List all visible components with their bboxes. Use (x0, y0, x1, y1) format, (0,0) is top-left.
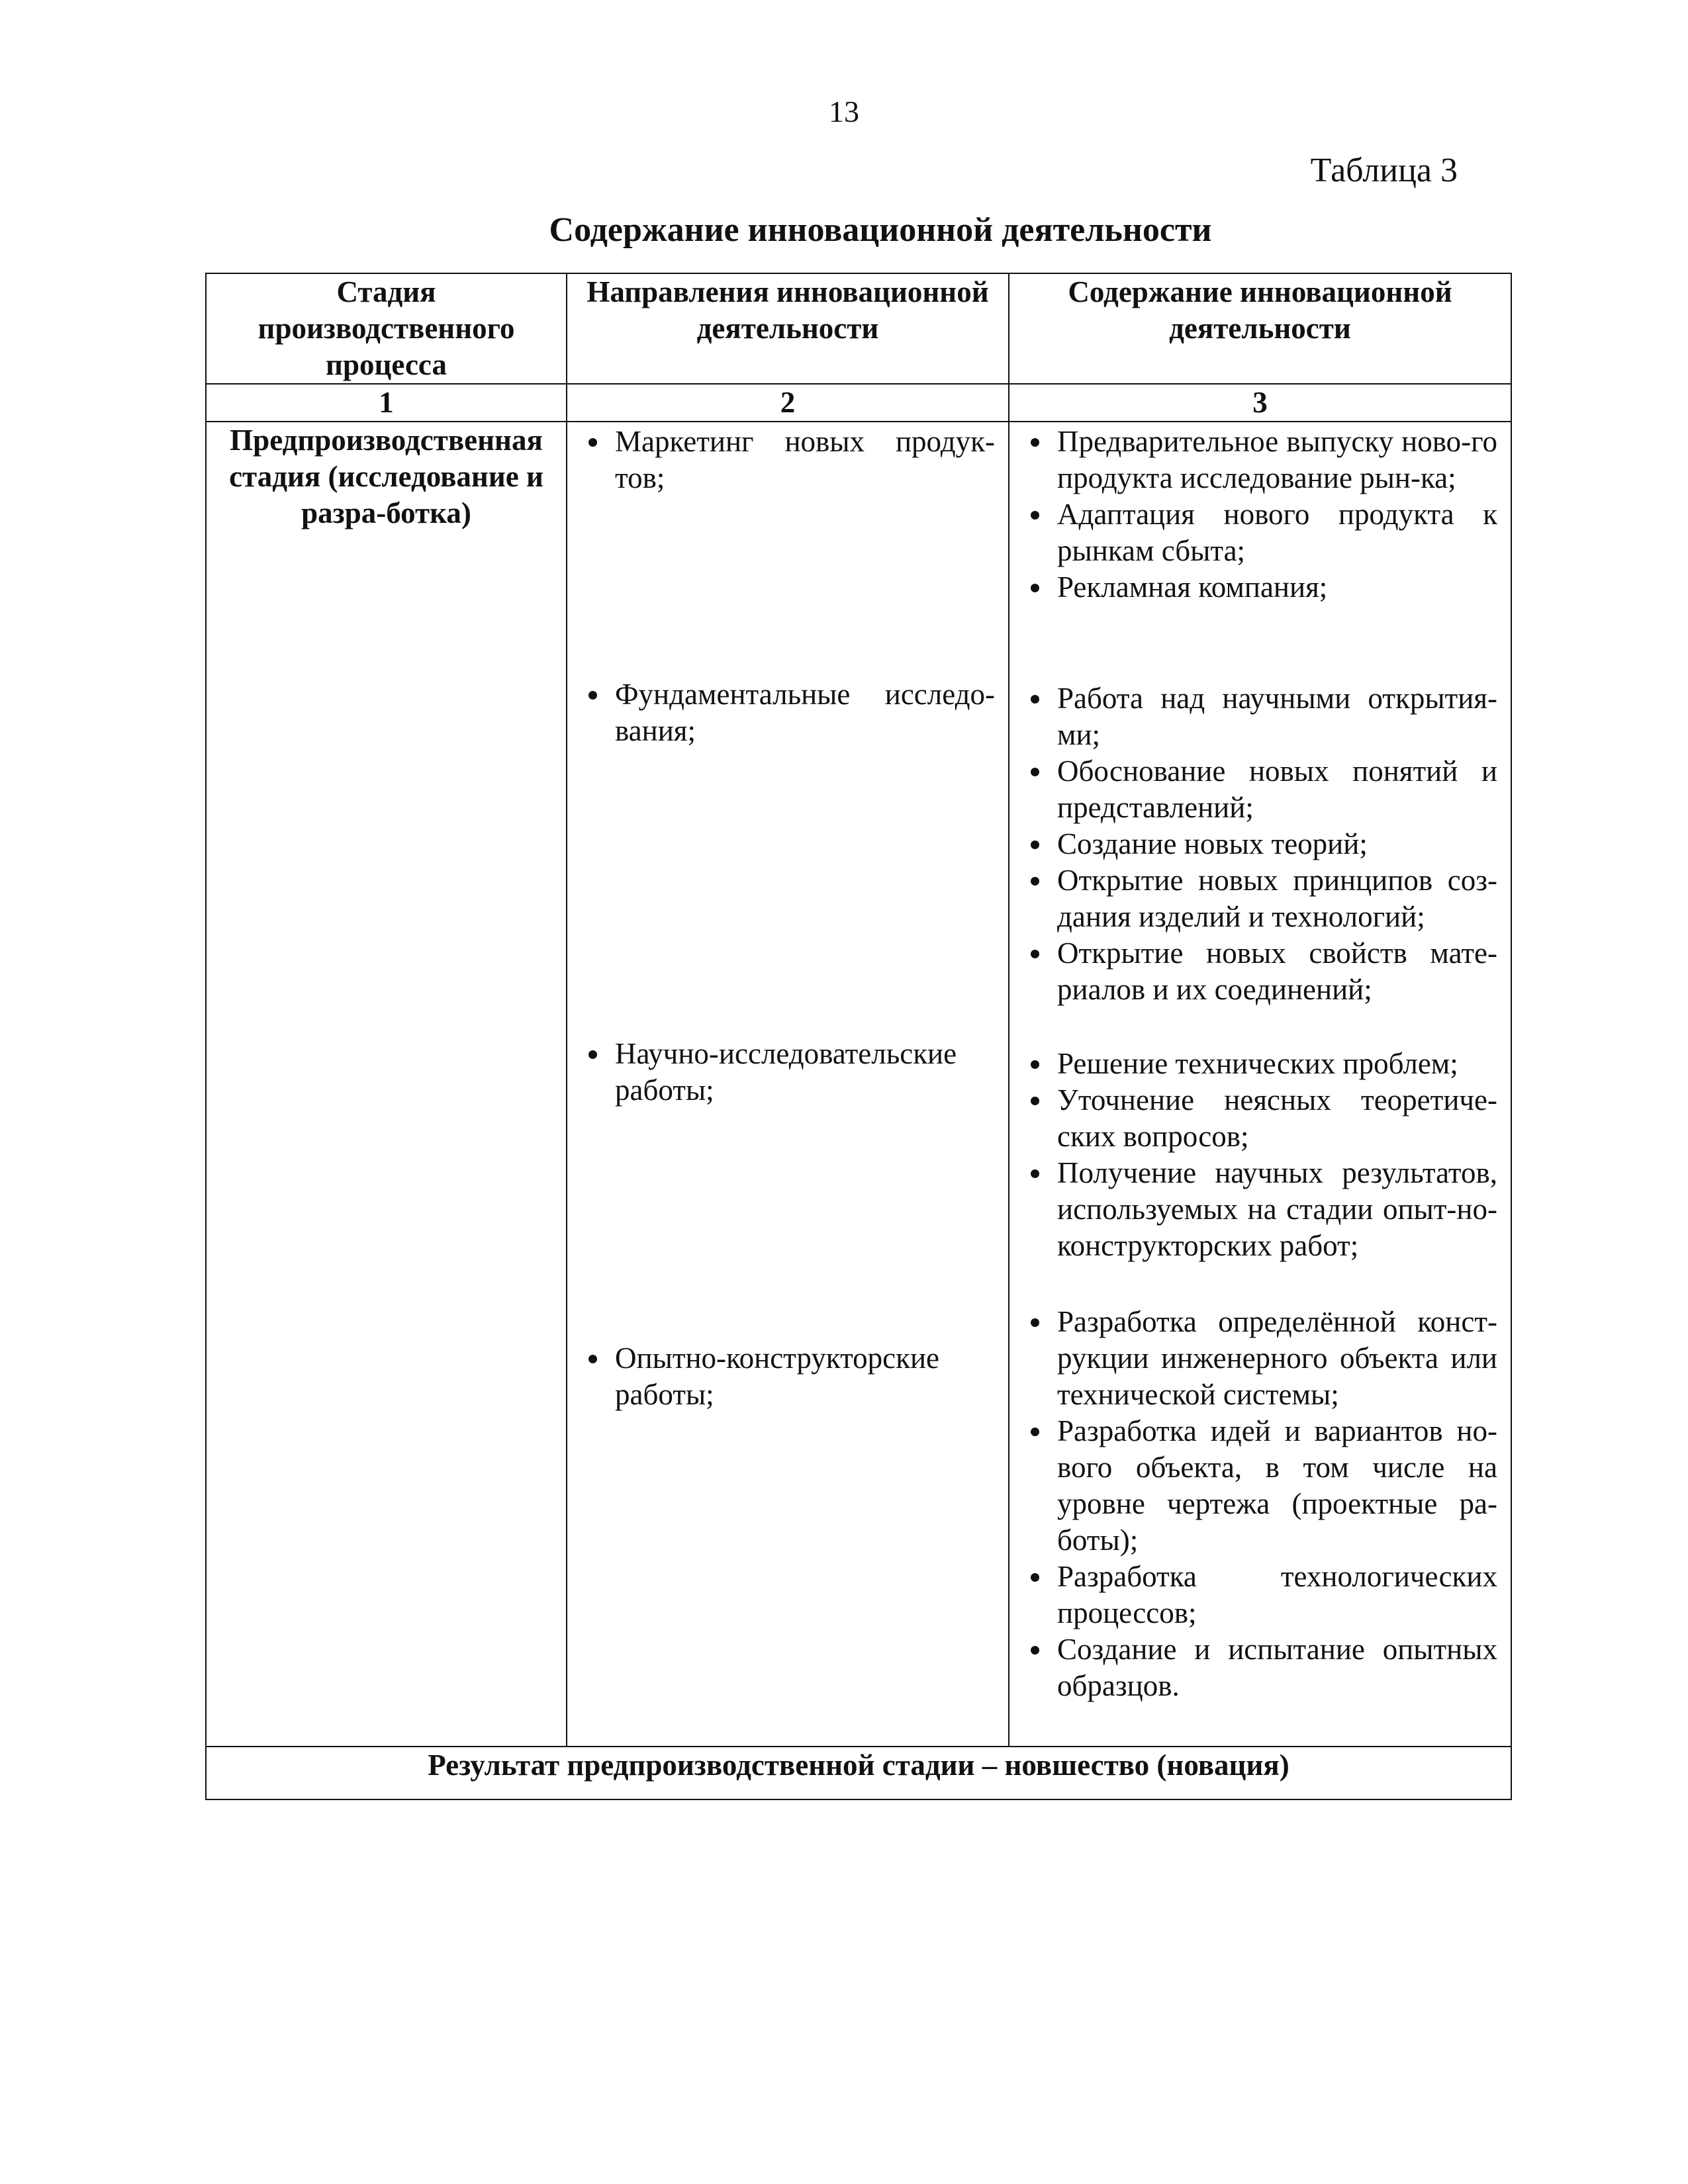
direction-group (581, 1320, 995, 1413)
header-contents: Содержание инновационной деятельности (1009, 273, 1511, 384)
header-row (206, 273, 1511, 384)
content-item: Уточнение неясных теоретиче-ских вопросов; (1023, 1082, 1497, 1155)
direction-item: Научно-исследовательские работы; (581, 1036, 995, 1109)
content-item: Открытие новых свойств мате-риалов и их соединений; (1023, 935, 1497, 1008)
content-item: Получение научных результатов, используемых на стадии опыт-но-конструкторских работ; (1023, 1155, 1497, 1264)
direction-group (581, 424, 995, 676)
content-item: Работа над научными открытия-ми; (1023, 680, 1497, 753)
contents-cell (1009, 422, 1511, 1747)
direction-item: Фундаментальные исследо-вания; (581, 676, 995, 749)
content-item: Рекламная компания; (1023, 569, 1497, 606)
content-group (1023, 1304, 1497, 1704)
table-label: Таблица 3 (1310, 152, 1458, 189)
content-group (1023, 680, 1497, 1046)
column-number-3: 3 (1009, 384, 1511, 422)
directions-cell (567, 422, 1009, 1747)
content-item: Разработка технологических процессов; (1023, 1559, 1497, 1631)
content-group (1023, 424, 1497, 680)
content-item: Открытие новых принципов соз-дания изделий и технологий; (1023, 862, 1497, 935)
content-item: Адаптация нового продукта к рынкам сбыта; (1023, 496, 1497, 569)
column-number-1: 1 (206, 384, 567, 422)
content-item: Решение технических проблем; (1023, 1046, 1497, 1082)
page-number: 13 (829, 95, 859, 128)
header-directions: Направления инновационной деятельности (567, 273, 1009, 384)
direction-item: Маркетинг новых продук-тов; (581, 424, 995, 496)
table-title: Содержание инновационной деятельности (549, 211, 1212, 249)
content-group (1023, 1046, 1497, 1304)
content-item: Предварительное выпуску ново-го продукта исследование рын-ка; (1023, 424, 1497, 496)
innovation-table (205, 273, 1512, 1800)
column-number-row (206, 384, 1511, 422)
column-number-2: 2 (567, 384, 1009, 422)
header-stage: Стадия производственного процесса (206, 273, 567, 384)
direction-item: Опытно-конструкторские работы; (581, 1340, 995, 1413)
content-item: Разработка определённой конст-рукции инженерного объекта или технической системы; (1023, 1304, 1497, 1413)
direction-group (581, 1036, 995, 1320)
content-item: Разработка идей и вариантов но-вого объекта, в том числе на уровне чертежа (проектные ра-боты); (1023, 1413, 1497, 1559)
content-item: Создание новых теорий; (1023, 826, 1497, 862)
table-row (206, 422, 1511, 1747)
stage-cell: Предпроизводственная стадия (исследование и разра-ботка) (206, 422, 567, 1747)
result-cell: Результат предпроизводственной стадии – новшество (новация) (206, 1747, 1511, 1799)
content-item: Обоснование новых понятий и представлений; (1023, 753, 1497, 826)
result-row (206, 1747, 1511, 1799)
content-item: Создание и испытание опытных образцов. (1023, 1631, 1497, 1704)
direction-group (581, 676, 995, 1036)
